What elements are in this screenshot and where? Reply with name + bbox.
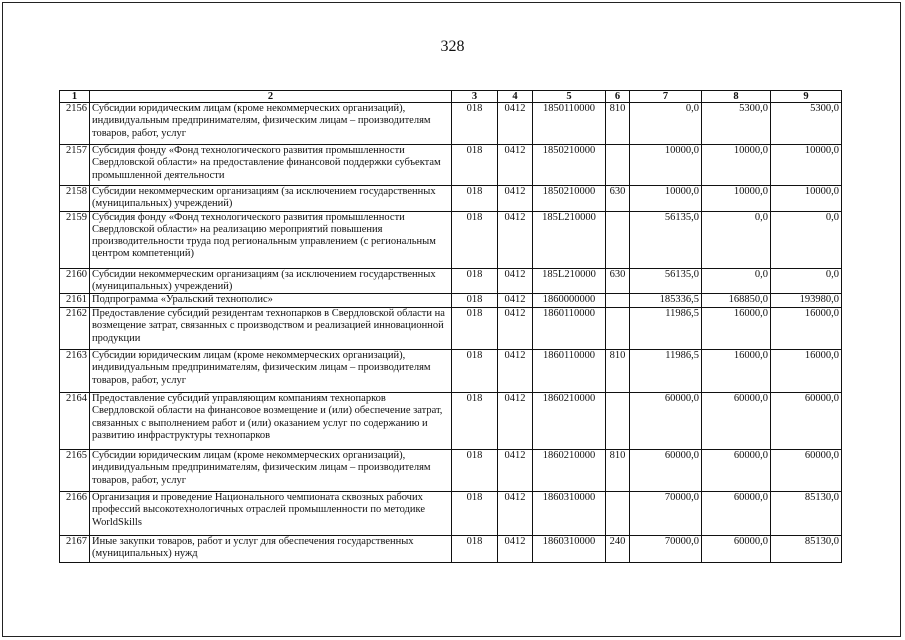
row-value-8: 16000,0	[702, 350, 771, 393]
row-code-3: 018	[452, 308, 498, 350]
budget-table	[59, 90, 842, 563]
row-number: 2162	[60, 308, 90, 350]
row-code-5: 1860310000	[533, 536, 606, 563]
row-value-7: 56135,0	[630, 268, 702, 294]
row-code-3: 018	[452, 186, 498, 212]
row-code-4: 0412	[498, 536, 533, 563]
row-name: Субсидии юридическим лицам (кроме некоммерческих организаций), индивидуальным предпринимателям, физическим лицам – производителям товаров, работ, услуг	[90, 103, 452, 145]
row-code-4: 0412	[498, 492, 533, 536]
row-code-6: 630	[606, 268, 630, 294]
row-value-7: 185336,5	[630, 294, 702, 308]
row-code-5: 1860000000	[533, 294, 606, 308]
row-value-7: 11986,5	[630, 308, 702, 350]
row-code-6: 240	[606, 536, 630, 563]
row-number: 2156	[60, 103, 90, 145]
row-value-8: 10000,0	[702, 145, 771, 186]
row-code-3: 018	[452, 350, 498, 393]
row-code-5: 185L210000	[533, 211, 606, 268]
row-code-6: 630	[606, 186, 630, 212]
col-header: 8	[702, 91, 771, 103]
row-value-8: 16000,0	[702, 308, 771, 350]
row-number: 2161	[60, 294, 90, 308]
row-code-3: 018	[452, 145, 498, 186]
row-code-3: 018	[452, 536, 498, 563]
row-code-6: 810	[606, 450, 630, 492]
row-value-9: 60000,0	[771, 393, 842, 450]
row-code-5: 1860210000	[533, 393, 606, 450]
row-code-4: 0412	[498, 186, 533, 212]
row-number: 2157	[60, 145, 90, 186]
col-header: 4	[498, 91, 533, 103]
row-code-4: 0412	[498, 145, 533, 186]
row-code-4: 0412	[498, 211, 533, 268]
row-name: Организация и проведение Национального чемпионата сквозных рабочих профессий высокотехнологичных отраслей промышленности по методике WorldSkills	[90, 492, 452, 536]
table-row	[60, 350, 842, 393]
row-value-7: 60000,0	[630, 393, 702, 450]
row-code-5: 1850210000	[533, 186, 606, 212]
row-code-4: 0412	[498, 294, 533, 308]
row-number: 2160	[60, 268, 90, 294]
row-name: Субсидия фонду «Фонд технологического развития промышленности Свердловской области» на реализацию мероприятий повышения производительности труда под региональным управлением (с региональным центром компетенций)	[90, 211, 452, 268]
table-row	[60, 450, 842, 492]
row-code-6	[606, 294, 630, 308]
row-code-4: 0412	[498, 393, 533, 450]
row-code-3: 018	[452, 492, 498, 536]
row-code-4: 0412	[498, 350, 533, 393]
row-number: 2166	[60, 492, 90, 536]
row-code-6	[606, 211, 630, 268]
row-value-9: 16000,0	[771, 308, 842, 350]
row-value-9: 85130,0	[771, 536, 842, 563]
row-code-6	[606, 145, 630, 186]
row-code-6: 810	[606, 103, 630, 145]
row-name: Подпрограмма «Уральский технополис»	[90, 294, 452, 308]
row-code-5: 1860110000	[533, 350, 606, 393]
page-number: 328	[440, 38, 465, 55]
col-header: 9	[771, 91, 842, 103]
row-value-8: 60000,0	[702, 393, 771, 450]
row-value-7: 70000,0	[630, 492, 702, 536]
row-code-6: 810	[606, 350, 630, 393]
row-code-6	[606, 492, 630, 536]
row-number: 2159	[60, 211, 90, 268]
row-code-4: 0412	[498, 450, 533, 492]
table-row	[60, 145, 842, 186]
row-value-9: 10000,0	[771, 145, 842, 186]
row-name: Субсидии некоммерческим организациям (за исключением государственных (муниципальных) учреждений)	[90, 186, 452, 212]
row-code-6	[606, 393, 630, 450]
table-header-row	[60, 91, 842, 103]
row-value-7: 60000,0	[630, 450, 702, 492]
row-value-8: 168850,0	[702, 294, 771, 308]
row-code-3: 018	[452, 393, 498, 450]
row-value-7: 10000,0	[630, 145, 702, 186]
row-value-9: 10000,0	[771, 186, 842, 212]
row-code-5: 1850210000	[533, 145, 606, 186]
table-row	[60, 103, 842, 145]
col-header: 3	[452, 91, 498, 103]
table-row	[60, 393, 842, 450]
row-name: Субсидия фонду «Фонд технологического развития промышленности Свердловской области» на предоставление финансовой поддержки субъектам промышленной деятельности	[90, 145, 452, 186]
row-code-5: 185L210000	[533, 268, 606, 294]
row-value-9: 60000,0	[771, 450, 842, 492]
row-code-5: 1860210000	[533, 450, 606, 492]
row-value-8: 0,0	[702, 268, 771, 294]
row-value-7: 0,0	[630, 103, 702, 145]
table-row	[60, 492, 842, 536]
table-row	[60, 268, 842, 294]
table-row	[60, 536, 842, 563]
row-value-9: 85130,0	[771, 492, 842, 536]
row-number: 2165	[60, 450, 90, 492]
col-header: 6	[606, 91, 630, 103]
row-value-8: 0,0	[702, 211, 771, 268]
col-header: 7	[630, 91, 702, 103]
row-number: 2158	[60, 186, 90, 212]
row-code-3: 018	[452, 294, 498, 308]
row-value-8: 60000,0	[702, 536, 771, 563]
row-code-3: 018	[452, 211, 498, 268]
row-name: Субсидии юридическим лицам (кроме некоммерческих организаций), индивидуальным предпринимателям, физическим лицам – производителям товаров, работ, услуг	[90, 350, 452, 393]
table-row	[60, 308, 842, 350]
row-name: Предоставление субсидий резидентам технопарков в Свердловской области на возмещение затрат, связанных с производством и реализацией инновационной продукции	[90, 308, 452, 350]
row-value-9: 16000,0	[771, 350, 842, 393]
row-value-8: 10000,0	[702, 186, 771, 212]
row-number: 2167	[60, 536, 90, 563]
row-number: 2163	[60, 350, 90, 393]
row-value-8: 5300,0	[702, 103, 771, 145]
col-header: 2	[90, 91, 452, 103]
row-value-7: 10000,0	[630, 186, 702, 212]
table-row	[60, 211, 842, 268]
col-header: 5	[533, 91, 606, 103]
row-code-4: 0412	[498, 103, 533, 145]
row-name: Предоставление субсидий управляющим компаниям технопарков Свердловской области на финансовое возмещение и (или) обеспечение затрат, связанных с выполнением работ и (или) оказанием услуг по содержанию и развитию инфраструктуры технопарков	[90, 393, 452, 450]
row-value-8: 60000,0	[702, 450, 771, 492]
row-code-5: 1860310000	[533, 492, 606, 536]
row-value-9: 193980,0	[771, 294, 842, 308]
col-header: 1	[60, 91, 90, 103]
table-row	[60, 294, 842, 308]
row-code-5: 1850110000	[533, 103, 606, 145]
row-code-4: 0412	[498, 308, 533, 350]
row-value-9: 0,0	[771, 211, 842, 268]
row-code-6	[606, 308, 630, 350]
row-code-4: 0412	[498, 268, 533, 294]
row-name: Субсидии юридическим лицам (кроме некоммерческих организаций), индивидуальным предпринимателям, физическим лицам – производителям товаров, работ, услуг	[90, 450, 452, 492]
row-code-3: 018	[452, 450, 498, 492]
row-name: Иные закупки товаров, работ и услуг для обеспечения государственных (муниципальных) нужд	[90, 536, 452, 563]
row-value-7: 56135,0	[630, 211, 702, 268]
row-code-3: 018	[452, 103, 498, 145]
table-row	[60, 186, 842, 212]
row-value-9: 5300,0	[771, 103, 842, 145]
row-code-3: 018	[452, 268, 498, 294]
row-code-5: 1860110000	[533, 308, 606, 350]
row-value-8: 60000,0	[702, 492, 771, 536]
row-value-7: 70000,0	[630, 536, 702, 563]
row-value-9: 0,0	[771, 268, 842, 294]
row-number: 2164	[60, 393, 90, 450]
row-name: Субсидии некоммерческим организациям (за исключением государственных (муниципальных) учреждений)	[90, 268, 452, 294]
row-value-7: 11986,5	[630, 350, 702, 393]
